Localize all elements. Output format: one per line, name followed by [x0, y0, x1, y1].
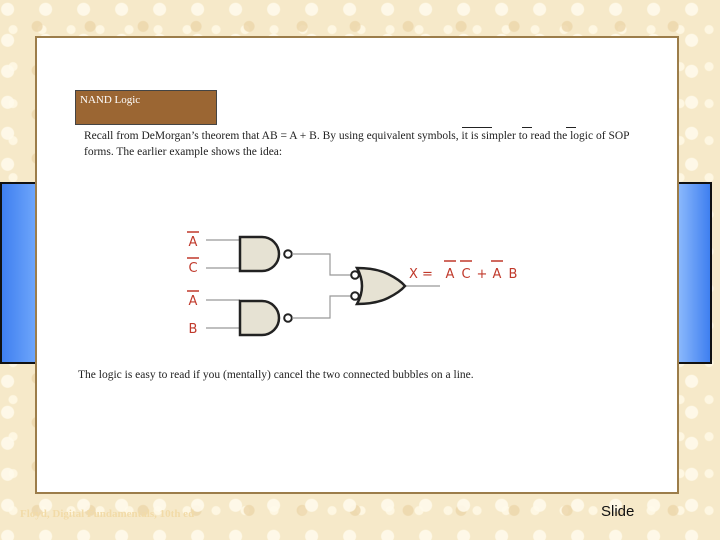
output-term: C [461, 267, 471, 282]
input-label: A [188, 294, 198, 309]
footer-credit: Floyd, Digital Fundamentals, 10th ed [20, 508, 195, 520]
input-wires [206, 240, 240, 328]
output-operator: + [476, 267, 488, 282]
section-title: NAND Logic [75, 90, 217, 125]
output-expression [409, 267, 517, 282]
output-lhs: X = [409, 267, 433, 282]
output-term: A [492, 267, 502, 282]
nand-gate-upper [240, 237, 292, 271]
input-label: B [188, 322, 198, 337]
intro-text: Recall from DeMorgan’s theorem that AB = A + B. By using equivalent symbols, it is simpler to read the logic of SOP forms. The earlier example shows the idea: [84, 130, 630, 158]
output-term: A [445, 267, 455, 282]
nand-gate-lower [240, 301, 292, 335]
input-label: A [188, 235, 198, 250]
output-term: B [508, 267, 518, 282]
slide-label: Slide [601, 503, 635, 520]
input-label: C [188, 261, 198, 276]
explanation-note: The logic is easy to read if you (mentally) cancel the two connected bubbles on a line. [78, 369, 474, 381]
or-gate-output [351, 268, 405, 304]
